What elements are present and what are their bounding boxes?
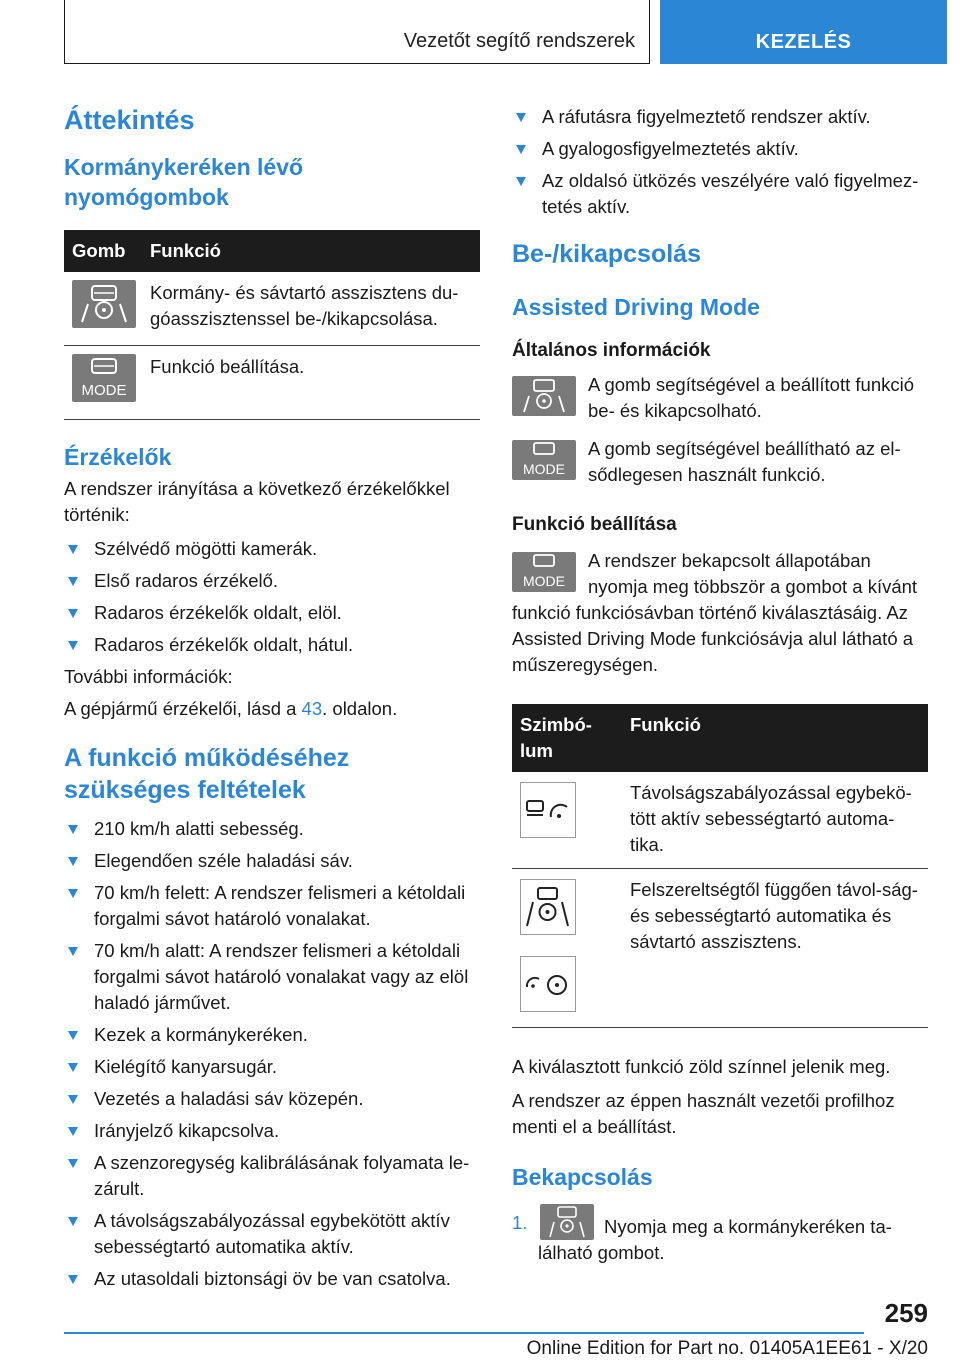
acc-symbol-icon	[520, 782, 576, 838]
requirements-list	[64, 816, 480, 1292]
symbol-table-header-function: Funkció	[622, 704, 928, 772]
buttons-table-cell: Funkció beállítása.	[142, 346, 480, 420]
steering-assist-button-icon	[540, 1204, 594, 1240]
header-chapter-tab[interactable]	[660, 0, 947, 64]
list-item: A szenzoregység kalibrálásának folyamata le-zárult.	[64, 1150, 480, 1202]
table-row	[512, 869, 928, 1028]
list-item: Kielégítő kanyarsugár.	[64, 1054, 480, 1080]
svg-text:MODE: MODE	[81, 382, 127, 399]
turnon-heading: Bekapcsolás	[512, 1164, 653, 1190]
list-item: 70 km/h felett: A rendszer felismeri a kétoldali forgalmi sávot határoló vonalakat.	[64, 880, 480, 932]
sensors-heading: Érzékelők	[64, 444, 172, 470]
steering-assist-button-icon	[512, 376, 576, 416]
table-row	[64, 272, 480, 346]
list-item: A ráfutásra figyelmeztető rendszer aktív.	[512, 104, 928, 130]
right-column	[512, 104, 928, 1266]
buttons-table-cell: Kormány- és sávtartó asszisztens du-góasszisztenssel be-/kikapcsolása.	[142, 272, 480, 346]
step-1	[512, 1204, 928, 1266]
mode-button-icon	[72, 354, 136, 402]
table-row	[64, 346, 480, 420]
list-item: 70 km/h alatt: A rendszer felismeri a kétoldali forgalmi sávot határoló vonalakat vagy az elöl haladó járművet.	[64, 938, 480, 1016]
footer-divider	[64, 1332, 864, 1334]
header-section-title: Vezetőt segítő rendszerek	[403, 30, 635, 52]
buttons-heading: Kormánykeréken lévő nyomógombok	[64, 154, 304, 210]
general-info-text-1: A gomb segítségével a beállított funkció be- és kikapcsolható.	[588, 374, 915, 421]
green-note: A kiválasztott funkció zöld színnel jelenik meg.	[512, 1056, 891, 1077]
step-number: 1.	[512, 1212, 528, 1233]
symbol-table-cell: Távolságszabályozással egybekö-tött aktív sebességtartó automa-tika.	[622, 772, 928, 869]
list-item: Az utasoldali biztonsági öv be van csatolva.	[64, 1266, 480, 1292]
list-item: Első radaros érzékelő.	[64, 568, 480, 594]
acc-steering-symbol-icon	[520, 956, 576, 1012]
buttons-table-header-button: Gomb	[64, 230, 142, 272]
list-item: A távolságszabályozással egybekötött aktív sebességtartó automatika aktív.	[64, 1208, 480, 1260]
buttons-table-header-function: Funkció	[142, 230, 480, 272]
sensors-list	[64, 536, 480, 658]
list-item: Szélvédő mögötti kamerák.	[64, 536, 480, 562]
buttons-table	[64, 230, 480, 420]
more-info-label: További információk:	[64, 666, 233, 687]
table-row	[512, 772, 928, 869]
svg-text:MODE: MODE	[523, 573, 565, 589]
svg-text:MODE: MODE	[523, 461, 565, 477]
general-info-heading: Általános információk	[512, 340, 711, 361]
symbol-table	[512, 704, 928, 1028]
symbol-table-cell: Felszereltségtől függően távol-ság- és sebességtartó automatika és sávtartó asszisztens.	[622, 869, 928, 1028]
list-item: Kezek a kormánykeréken.	[64, 1022, 480, 1048]
list-item: A gyalogosfigyelmeztetés aktív.	[512, 136, 928, 162]
footer-edition: Online Edition for Part no. 01405A1EE61 - X/20	[526, 1338, 928, 1359]
setting-heading: Funkció beállítása	[512, 514, 677, 535]
sensors-intro: A rendszer irányítása a következő érzékelőkkel történik:	[64, 478, 450, 525]
requirements-heading: A funkció működéséhez szükséges feltételek	[64, 744, 350, 804]
lane-assist-symbol-icon	[520, 879, 576, 935]
sensors-reference: A gépjármű érzékelői, lásd a 43. oldalon.	[64, 698, 398, 719]
page-number: 259	[884, 1298, 928, 1328]
setting-block	[512, 548, 928, 678]
list-item: Elegendően széle haladási sáv.	[64, 848, 480, 874]
profile-note: A rendszer az éppen használt vezetői profilhoz menti el a beállítást.	[512, 1090, 895, 1137]
steering-assist-button-icon	[72, 280, 136, 328]
step-text: Nyomja meg a kormánykeréken ta-lálható gombot.	[538, 1216, 892, 1263]
list-item: Radaros érzékelők oldalt, elöl.	[64, 600, 480, 626]
left-column	[64, 96, 480, 1298]
overview-heading: Áttekintés	[64, 105, 195, 135]
header-chapter-label: KEZELÉS	[755, 31, 852, 53]
onoff-heading: Be-/kikapcsolás	[512, 240, 701, 268]
list-item: Irányjelző kikapcsolva.	[64, 1118, 480, 1144]
page-link[interactable]: 43	[301, 698, 323, 719]
general-info-1	[512, 372, 928, 424]
list-item: Az oldalsó ütközés veszélyére való figyelmez-tetés aktív.	[512, 168, 928, 220]
header-section-box	[64, 0, 650, 64]
list-item: 210 km/h alatti sebesség.	[64, 816, 480, 842]
general-info-text-2: A gomb segítségével beállítható az el-sődlegesen használt funkció.	[588, 438, 901, 485]
setting-text: A rendszer bekapcsolt állapotában nyomja meg többször a gombot a kívánt funkció funkciósávban történő kiválasztásáig. Az Assisted Driving Mode funkciósávja alul látható a műszeregységen.	[512, 550, 918, 675]
mode-button-icon	[512, 440, 576, 480]
active-conditions-list	[512, 104, 928, 220]
symbol-table-header-symbol: Szimbó-lum	[512, 704, 622, 772]
general-info-2	[512, 436, 928, 488]
list-item: Radaros érzékelők oldalt, hátul.	[64, 632, 480, 658]
adm-heading: Assisted Driving Mode	[512, 294, 760, 320]
mode-button-icon	[512, 552, 576, 592]
list-item: Vezetés a haladási sáv közepén.	[64, 1086, 480, 1112]
